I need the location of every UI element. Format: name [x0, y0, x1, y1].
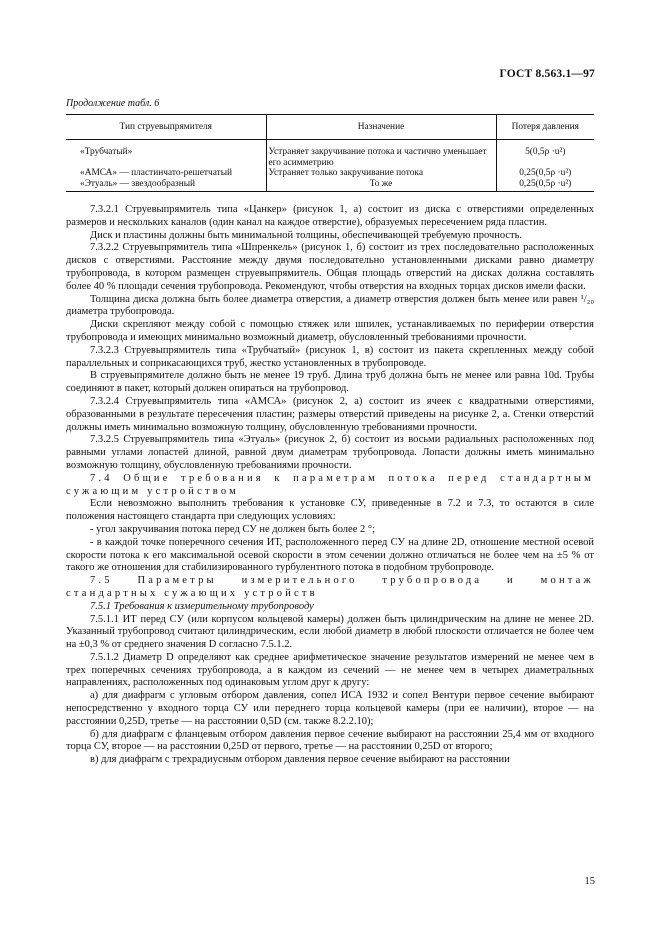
- table-header-row: [66, 115, 594, 140]
- paragraph: Если невозможно выполнить требования к установке СУ, приведенные в 7.2 и 7.3, то остаются в силе положения настоящего стандарта при следующих условиях:: [66, 498, 594, 523]
- table-row: [66, 168, 594, 179]
- table-cell: «Трубчатый»: [80, 147, 133, 157]
- paragraph: 7.3.2.3 Струевыпрямитель типа «Трубчатый» (рисунок 1, в) состоит из пакета скрепленных между собой параллельных и соприкасающихся труб, жестко установленных в трубопроводе.: [66, 344, 594, 369]
- paragraph: а) для диафрагм с угловым отбором давления, сопел ИСА 1932 и сопел Вентури первое сечение выбирают непосредственно у входного торца СУ или переднего торца кольцевой камеры (при ее наличии), второе — на расстоянии 0,25D, третье — на расстоянии 0,5D (см. также 8.2.2.10);: [66, 690, 594, 727]
- paragraph: Диски скрепляют между собой с помощью стяжек или шпилек, устанавливаемых по периферии отверстия трубопровода и имеющих минимально возможный диаметр, обусловленный требованиями прочности.: [66, 319, 594, 343]
- table-caption: Продолжение табл. 6: [66, 98, 160, 109]
- paragraph: Диск и пластины должны быть минимальной толщины, обеспечивающей требуемую прочность.: [90, 229, 523, 241]
- table-cell: Устраняет закручивание потока и частично уменьшает его асимметрию: [266, 140, 496, 169]
- list-item: - в каждой точке поперечного сечения ИТ, расположенного перед СУ на длине 2D, отношение местной осевой скорости потока к его максимальной осевой скорости в этом сечении должно отличаться не более чем на ±5 % от такого же отношения для стабилизированного турбулентного потока в подобном трубопроводе.: [66, 536, 594, 574]
- table-row: [66, 179, 594, 192]
- paragraph: б) для диафрагм с фланцевым отбором давления первое сечение выбирают на расстоянии 25,4 мм от входного торца СУ, второе — на расстоянии 0,25D от первого, третье — на расстоянии 0,25D от второго;: [66, 728, 594, 753]
- straightener-table: [66, 114, 594, 192]
- table-cell: Устраняет только закручивание потока: [266, 168, 496, 179]
- column-header: Назначение: [266, 115, 496, 140]
- paragraph: 7.3.2.2 Струевыпрямитель типа «Шпренкель» (рисунок 1, б) состоит из трех последовательно расположенных дисков с отверстиями. Расстояние между двумя последовательно установленными дисками равно диаметру трубопровода, в котором размещен струевыпрямитель. Общая площадь отверстий на дисках должна составлять более 40 % площади сечения трубопровода. Рекомендуют, чтобы отверстия на входных торцах дисков имели фаски.: [66, 242, 594, 292]
- table-row: [66, 140, 594, 169]
- table-cell: 0,25(0,5ρ ·u²): [496, 168, 594, 179]
- table-cell: То же: [266, 179, 496, 192]
- list-item: - угол закручивания потока перед СУ не должен быть более 2 °;: [90, 523, 375, 535]
- document-code-header: ГОСТ 8.563.1—97: [499, 68, 595, 80]
- section-heading: 7.5 Параметры измерительного трубопровода и монтаж стандартных сужающих устройств: [66, 575, 594, 599]
- paragraph: 7.3.2.4 Струевыпрямитель типа «АМСА» (рисунок 2, а) состоит из ячеек с квадратными отверстиями, образованными в результате пересечения пластин; размеры отверстий приведены на рисунке 2, а. Стенки отверстий должны иметь минимально возможную толщину, обусловленную требованиями прочности.: [66, 395, 594, 433]
- section-heading: 7.4 Общие требования к параметрам потока перед стандартным сужающим устройством: [66, 472, 594, 497]
- table-cell: «Этуаль» — звездообразный: [66, 179, 266, 192]
- table-cell: 5(0,5ρ ·u²): [496, 140, 594, 169]
- paragraph: 7.5.1.2 Диаметр D определяют как среднее арифметическое значение результатов измерений не менее чем в трех поперечных сечениях трубопровода, а в каждом из сечений — не менее чем в четырех диаметральных направлениях, расположенных под одинаковым углом друг к другу:: [66, 651, 594, 689]
- paragraph: В струевыпрямителе должно быть не менее 19 труб. Длина труб должна быть не менее или равна 10d. Трубы соединяют в пакет, который должен опираться на трубопровод.: [66, 370, 594, 395]
- paragraph: 7.5.1.1 ИТ перед СУ (или корпусом кольцевой камеры) должен быть цилиндрическим на длине не менее 2D. Указанный трубопровод считают цилиндрическим, если любой диаметр в любой плоскости отличается не более чем на ±0,3 % от среднего значения D согласно 7.5.1.2.: [66, 613, 594, 651]
- table-cell: 0,25(0,5ρ ·u²): [496, 179, 594, 192]
- page-number: 15: [584, 876, 595, 887]
- paragraph: в) для диафрагм с трехрадиусным отбором давления первое сечение выбирают на расстоянии: [90, 754, 510, 766]
- subsection-heading: 7.5.1 Требования к измерительному трубопроводу: [90, 600, 314, 612]
- body-text: [66, 204, 594, 767]
- table-cell: «АМСА» — пластинчато-решетчатый: [80, 168, 233, 179]
- column-header: Потеря давления: [496, 115, 594, 140]
- paragraph: Толщина диска должна быть более диаметра отверстия, а диаметр отверстия должен быть менее или равен ¹/₂₀ диаметра трубопровода.: [66, 293, 594, 318]
- paragraph: 7.3.2.1 Струевыпрямитель типа «Цанкер» (рисунок 1, а) состоит из диска с отверстиями определенных размеров и нескольких каналов (один канал на каждое отверстие), образуемых пересечением ряда пластин.: [66, 204, 594, 228]
- paragraph: 7.3.2.5 Струевыпрямитель типа «Этуаль» (рисунок 2, б) состоит из восьми радиальных расположенных под равными углами лопастей длиной, равной двум диаметрам трубопровода. Лопасти должны иметь минимально возможную толщину, обусловленную требованиями прочности.: [66, 434, 594, 471]
- column-header: Тип струевыпрямителя: [66, 115, 266, 140]
